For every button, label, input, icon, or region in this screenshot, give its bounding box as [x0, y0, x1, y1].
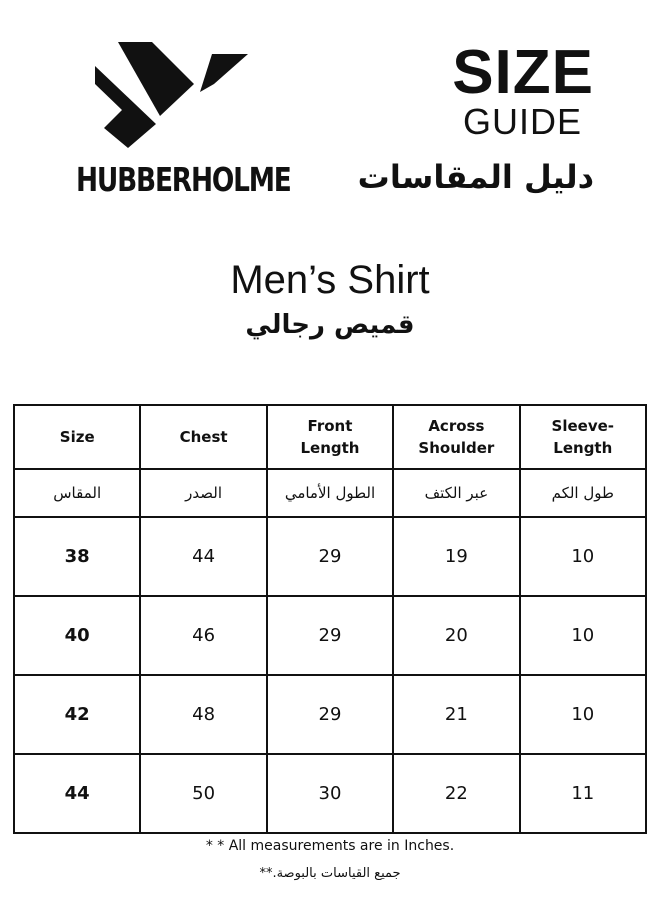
header-size-arabic: المقاس: [14, 469, 140, 517]
across-shoulder-cell: 20: [393, 596, 519, 675]
header-across-shoulder: Across Shoulder: [393, 405, 519, 469]
footnote: * * All measurements are in Inches.: [205, 838, 455, 854]
header-size: Size: [14, 405, 140, 469]
product-title-arabic: قميص رجالي: [245, 310, 415, 340]
size-guide-heading: [452, 38, 594, 142]
header-across-shoulder-arabic: عبر الكتف: [393, 469, 519, 517]
size-table: [13, 404, 647, 834]
header-front-length-arabic: الطول الأمامي: [267, 469, 393, 517]
footnote-arabic: جميع القياسات بالبوصة.**: [259, 866, 401, 881]
header-sleeve-length-arabic: طول الكم: [520, 469, 646, 517]
across-shoulder-cell: 19: [393, 517, 519, 596]
header-front-length: Front Length: [267, 405, 393, 469]
chest-cell: 48: [140, 675, 266, 754]
front-length-cell: 29: [267, 517, 393, 596]
size-word: SIZE: [452, 38, 594, 107]
sleeve-length-cell: 10: [520, 517, 646, 596]
chest-cell: 44: [140, 517, 266, 596]
header-row: [14, 405, 646, 469]
table-row: [14, 754, 646, 833]
header-row-arabic: [14, 469, 646, 517]
size-cell: 44: [14, 754, 140, 833]
across-shoulder-cell: 22: [393, 754, 519, 833]
size-cell: 38: [14, 517, 140, 596]
table-row: [14, 675, 646, 754]
front-length-cell: 30: [267, 754, 393, 833]
header-chest-arabic: الصدر: [140, 469, 266, 517]
sleeve-length-cell: 11: [520, 754, 646, 833]
front-length-cell: 29: [267, 675, 393, 754]
brand-name: HUBBERHOLME: [76, 160, 291, 199]
product-title: Men’s Shirt: [230, 258, 430, 302]
table-row: [14, 517, 646, 596]
across-shoulder-cell: 21: [393, 675, 519, 754]
sleeve-length-cell: 10: [520, 596, 646, 675]
header-chest: Chest: [140, 405, 266, 469]
chest-cell: 46: [140, 596, 266, 675]
chest-cell: 50: [140, 754, 266, 833]
header-sleeve-length: Sleeve- Length: [520, 405, 646, 469]
sleeve-length-cell: 10: [520, 675, 646, 754]
table-row: [14, 596, 646, 675]
brand-logo-icon: [90, 40, 250, 148]
size-cell: 42: [14, 675, 140, 754]
size-cell: 40: [14, 596, 140, 675]
guide-word: GUIDE: [462, 101, 582, 142]
size-guide-arabic: دليل المقاسات: [357, 158, 594, 196]
front-length-cell: 29: [267, 596, 393, 675]
